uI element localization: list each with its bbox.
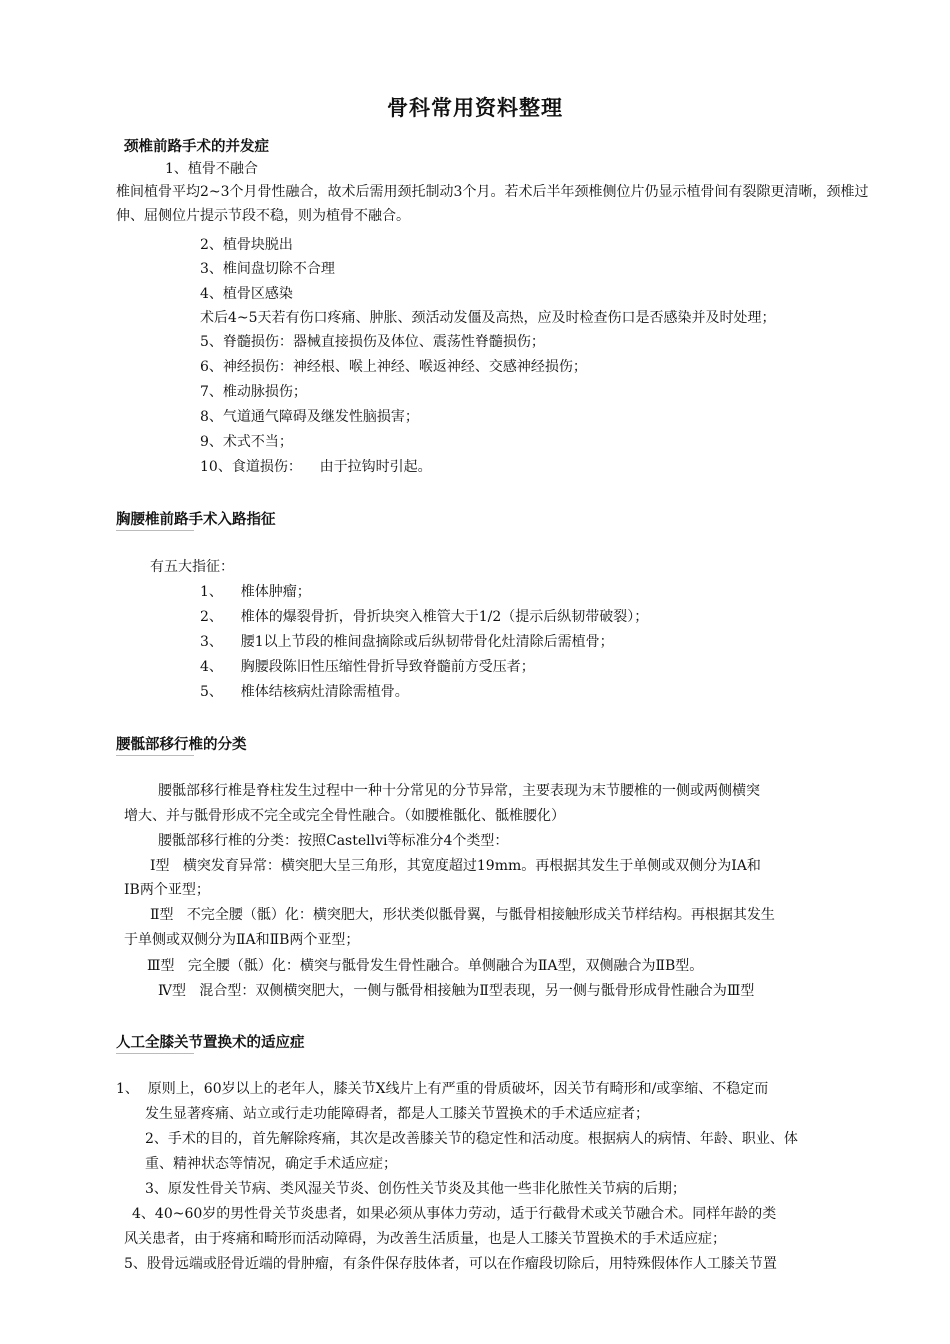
list-item: 7、椎动脉损伤； (200, 384, 307, 400)
list-item: 4、 胸腰段陈旧性压缩性骨折导致脊髓前方受压者； (200, 659, 535, 675)
paragraph: 4、40~60岁的男性骨关节炎患者，如果必须从事体力劳动，适于行截骨术或关节融合术。同样年龄的类 (132, 1206, 777, 1222)
paragraph: 有五大指征： (150, 559, 234, 575)
paragraph: 重、精神状态等情况，确定手术适应症； (145, 1156, 397, 1172)
paragraph: Ⅰ型 横突发育异常：横突肥大呈三角形，其宽度超过19mm。再根据其发生于单侧或双侧分为ⅠA和 (150, 858, 761, 874)
paragraph: 2、手术的目的，首先解除疼痛，其次是改善膝关节的稳定性和活动度。根据病人的病情、年龄、职业、体 (145, 1131, 798, 1147)
list-item: 5、 椎体结核病灶清除需植骨。 (200, 684, 409, 700)
paragraph: 3、原发性骨关节病、类风湿关节炎、创伤性关节炎及其他一些非化脓性关节病的后期； (145, 1181, 686, 1197)
list-item-note: 术后4~5天若有伤口疼痛、肿胀、颈活动发僵及高热，应及时检查伤口是否感染并及时处理； (200, 310, 776, 326)
paragraph: 增大、并与骶骨形成不完全或完全骨性融合。（如腰椎骶化、骶椎腰化） (124, 808, 565, 824)
list-item: 2、植骨块脱出 (200, 237, 293, 253)
section-heading-lumbosacral: 腰骶部移行椎的分类 (116, 737, 247, 753)
list-item: 3、椎间盘切除不合理 (200, 261, 335, 277)
paragraph: 于单侧或双侧分为ⅡA和ⅡB两个亚型； (124, 932, 360, 948)
list-item: 10、食道损伤： 由于拉钩时引起。 (200, 459, 432, 475)
list-item: 5、脊髓损伤：器械直接损伤及体位、震荡性脊髓损伤； (200, 334, 545, 350)
paragraph: 1、 原则上，60岁以上的老年人，膝关节X线片上有严重的骨质破坏，因关节有畸形和/或挛缩、不稳定而 (116, 1081, 769, 1097)
paragraph: 椎间植骨平均2~3个月骨性融合，故术后需用颈托制动3个月。若术后半年颈椎侧位片仍显示植骨间有裂隙更清晰，颈椎过伸、屈侧位片提示节段不稳，则为植骨不融合。 (116, 184, 869, 224)
section-heading-knee: 人工全膝关节置换术的适应症 (116, 1035, 305, 1051)
paragraph: 腰骶部移行椎的分类：按照Castellvi等标准分4个类型： (158, 833, 509, 849)
section-heading-thoracolumbar: 胸腰椎前路手术入路指征 (116, 512, 276, 528)
list-item: 3、 腰1以上节段的椎间盘摘除或后纵韧带骨化灶清除后需植骨； (200, 634, 614, 650)
list-item: 1、植骨不融合 (165, 161, 258, 177)
list-item: 9、术式不当； (200, 434, 293, 450)
heading-underline (116, 755, 194, 756)
paragraph: ⅠB两个亚型； (124, 882, 210, 898)
paragraph: Ⅳ型 混合型：双侧横突肥大，一侧与骶骨相接触为Ⅱ型表现，另一侧与骶骨形成骨性融合为Ⅲ型 (158, 983, 755, 999)
list-item: 8、气道通气障碍及继发性脑损害； (200, 409, 419, 425)
paragraph: 腰骶部移行椎是脊柱发生过程中一种十分常见的分节异常，主要表现为末节腰椎的一侧或两侧横突 (158, 783, 760, 799)
paragraph: 5、股骨远端或胫骨近端的骨肿瘤，有条件保存肢体者，可以在作瘤段切除后，用特殊假体作人工膝关节置 (124, 1256, 777, 1272)
list-item: 1、 椎体肿瘤； (200, 584, 311, 600)
page-title: 骨科常用资料整理 (387, 96, 563, 120)
paragraph: 发生显著疼痛、站立或行走功能障碍者，都是人工膝关节置换术的手术适应症者； (145, 1106, 649, 1122)
section-heading-cervical: 颈椎前路手术的并发症 (124, 139, 269, 155)
heading-underline (116, 1053, 194, 1054)
paragraph: Ⅱ型 不完全腰（骶）化：横突肥大，形状类似骶骨翼，与骶骨相接触形成关节样结构。再根据其发生 (150, 907, 775, 923)
list-item: 6、神经损伤：神经根、喉上神经、喉返神经、交感神经损伤； (200, 359, 587, 375)
list-item: 4、植骨区感染 (200, 286, 293, 302)
list-item: 2、 椎体的爆裂骨折，骨折块突入椎管大于1/2（提示后纵韧带破裂）； (200, 609, 649, 625)
paragraph: 风关患者，由于疼痛和畸形而活动障碍，为改善生活质量，也是人工膝关节置换术的手术适应症； (124, 1231, 726, 1247)
paragraph: Ⅲ型 完全腰（骶）化：横突与骶骨发生骨性融合。单侧融合为ⅡA型，双侧融合为ⅡB型。 (147, 958, 704, 974)
heading-underline (116, 530, 194, 531)
